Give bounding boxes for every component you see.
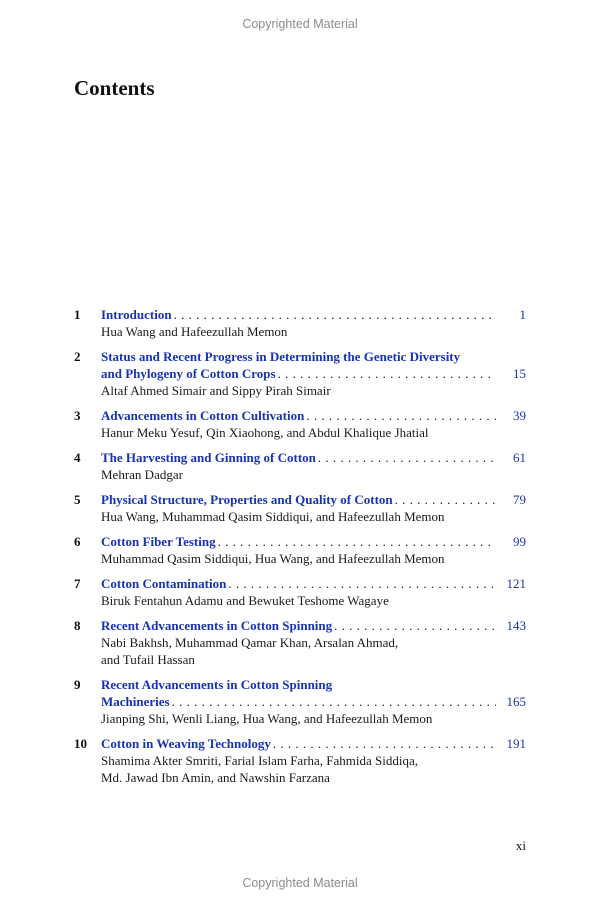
chapter-number: 8 [74, 618, 81, 633]
chapter-title-link[interactable]: and Phylogeny of Cotton Crops [101, 366, 276, 381]
chapter-title-link[interactable]: Cotton Fiber Testing [101, 534, 216, 549]
toc-entry [74, 617, 526, 668]
dot-leader [318, 449, 496, 466]
toc-entry [74, 306, 526, 340]
page-number-link[interactable]: 143 [506, 618, 526, 633]
chapter-title-link[interactable]: Introduction [101, 307, 172, 322]
chapter-title-link[interactable]: Status and Recent Progress in Determining the Genetic Diversity [101, 349, 461, 364]
chapter-number: 5 [74, 492, 81, 507]
page-number-link[interactable]: 15 [513, 366, 526, 381]
dot-leader [334, 617, 496, 634]
page-number-link[interactable]: 61 [513, 450, 526, 465]
chapter-title-link[interactable]: Cotton in Weaving Technology [101, 736, 271, 751]
chapter-number: 3 [74, 408, 81, 423]
page-number-link[interactable]: 121 [506, 576, 526, 591]
chapter-authors: Altaf Ahmed Simair and Sippy Pirah Simair [101, 383, 331, 398]
chapter-number: 2 [74, 349, 81, 364]
chapter-title-link[interactable]: Cotton Contamination [101, 576, 227, 591]
page-number-link[interactable]: 1 [519, 307, 526, 322]
page-number-link[interactable]: 99 [513, 534, 526, 549]
chapter-number: 7 [74, 576, 81, 591]
chapter-authors: Muhammad Qasim Siddiqui, Hua Wang, and Hafeezullah Memon [101, 551, 445, 566]
page-number-link[interactable]: 165 [506, 694, 526, 709]
chapter-authors: Md. Jawad Ibn Amin, and Nawshin Farzana [101, 770, 330, 785]
toc-entry [74, 407, 526, 441]
toc-entry [74, 491, 526, 525]
dot-leader [306, 407, 496, 424]
dot-leader [228, 575, 496, 592]
chapter-authors: Hua Wang and Hafeezullah Memon [101, 324, 288, 339]
chapter-authors: Hanur Meku Yesuf, Qin Xiaohong, and Abdul Khalique Jhatial [101, 425, 429, 440]
toc-entry [74, 449, 526, 483]
toc-entry [74, 533, 526, 567]
table-of-contents [74, 306, 526, 794]
dot-leader [172, 693, 496, 710]
chapter-title-link[interactable]: The Harvesting and Ginning of Cotton [101, 450, 316, 465]
chapter-authors: Nabi Bakhsh, Muhammad Qamar Khan, Arsalan Ahmad, [101, 635, 399, 650]
chapter-number: 6 [74, 534, 81, 549]
chapter-authors: Biruk Fentahun Adamu and Bewuket Teshome Wagaye [101, 593, 389, 608]
chapter-authors: Shamima Akter Smriti, Farial Islam Farha, Fahmida Siddiqa, [101, 753, 419, 768]
copyright-watermark-top: Copyrighted Material [242, 17, 358, 31]
page-number-link[interactable]: 191 [506, 736, 526, 751]
chapter-number: 4 [74, 450, 81, 465]
page-number-folio: xi [515, 838, 526, 853]
dot-leader [278, 365, 496, 382]
chapter-title-link[interactable]: Recent Advancements in Cotton Spinning [101, 677, 333, 692]
dot-leader [395, 491, 496, 508]
chapter-title-link[interactable]: Physical Structure, Properties and Quality of Cotton [101, 492, 393, 507]
dot-leader [273, 735, 496, 752]
page-title: Contents [74, 76, 155, 100]
page-number-link[interactable]: 39 [513, 408, 526, 423]
chapter-authors: Jianping Shi, Wenli Liang, Hua Wang, and Hafeezullah Memon [101, 711, 433, 726]
chapter-title-link[interactable]: Advancements in Cotton Cultivation [101, 408, 305, 423]
chapter-authors: Hua Wang, Muhammad Qasim Siddiqui, and Hafeezullah Memon [101, 509, 445, 524]
copyright-watermark-bottom: Copyrighted Material [242, 876, 358, 890]
toc-entry [74, 735, 526, 786]
chapter-number: 10 [74, 736, 87, 751]
dot-leader [218, 533, 496, 550]
chapter-title-link[interactable]: Machineries [101, 694, 170, 709]
page-number-link[interactable]: 79 [513, 492, 526, 507]
toc-entry [74, 575, 526, 609]
toc-entry [74, 676, 526, 727]
dot-leader [174, 306, 496, 323]
chapter-number: 1 [74, 307, 81, 322]
chapter-authors: Mehran Dadgar [101, 467, 183, 482]
chapter-authors: and Tufail Hassan [101, 652, 195, 667]
chapter-title-link[interactable]: Recent Advancements in Cotton Spinning [101, 618, 333, 633]
chapter-number: 9 [74, 677, 81, 692]
toc-entry [74, 348, 526, 399]
